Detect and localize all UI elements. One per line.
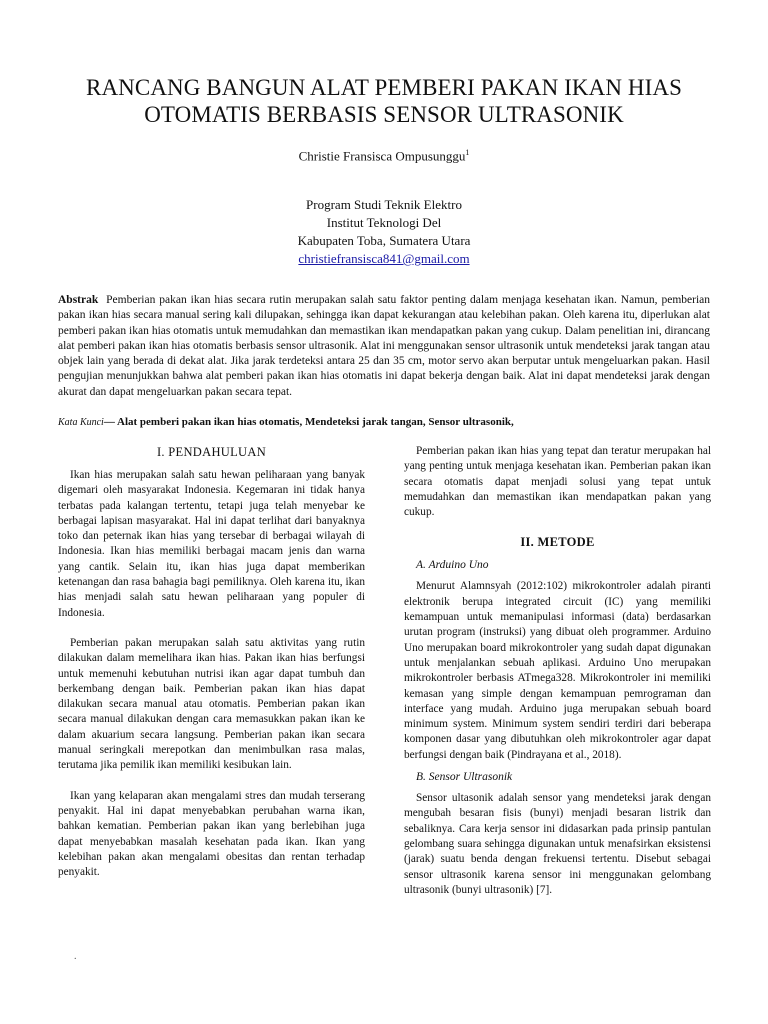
affiliation-program: Program Studi Teknik Elektro (306, 197, 462, 212)
paper-title: RANCANG BANGUN ALAT PEMBERI PAKAN IKAN HIAS OTOMATIS BERBASIS SENSOR ULTRASONIK (86, 75, 682, 127)
keywords (58, 415, 710, 430)
author-line (0, 145, 768, 164)
author-name: Christie Fransisca Ompusunggu (298, 148, 466, 164)
affiliation-institute: Institut Teknologi Del (326, 215, 442, 230)
keywords-separator: — (103, 416, 117, 428)
paragraph: Ikan yang kelaparan akan mengalami stres dan mudah terserang penyakit. Hal ini dapat menyebabkan perubahan warna ikan, bahkan kematian. Pemberian pakan ikan yang berlebihan juga dapat menyebabkan masalah kesehatan pada ikan. Ikan yang kelebihan pakan akan mengalami obesitas dan rentan terhadap penyakit. (58, 789, 365, 879)
abstract-text: Pemberian pakan ikan hias secara rutin merupakan salah satu faktor penting dalam menjaga kesehatan ikan. Namun, pemberian pakan ikan hias secara manual sering kali dilupakan, sehingga ikan dapat kekurangan atau kelebihan pakan. Oleh karena itu, diperlukan alat pemberi pakan ikan hias otomatis untuk memudahkan dan memastikan ikan mendapatkan pakan yang cukup. Dalam penelitian ini, dirancang alat pemberi pakan ikan hias otomatis berbasis sensor ultrasonik. Alat ini menggunakan sensor ultrasonik untuk mendeteksi jarak tangan atau objek lain yang berada di dekat alat. Jika jarak terdeteksi antara 25 dan 35 cm, motor servo akan berputar untuk mengeluarkan pakan. Hasil pengujian menunjukkan bahwa alat pemberi pakan ikan hias otomatis ini dapat bekerja dengan baik. Alat ini dapat mendeteksi jarak dengan akurat dan dapat mengeluarkan pakan secara tepat. (58, 294, 711, 398)
keywords-text: Alat pemberi pakan ikan hias otomatis, Mendeteksi jarak tangan, Sensor ultrasonik, (117, 416, 514, 428)
paragraph: Pemberian pakan ikan hias yang tepat dan teratur merupakan hal yang penting untuk menjaga kesehatan ikan. Pemberian pakan ikan secara otomatis dapat menjadi solusi yang tepat untuk memudahkan dan memastikan ikan mendapatkan pakan yang cukup. (404, 445, 711, 519)
left-column (58, 444, 365, 880)
paragraph: Pemberian pakan merupakan salah satu aktivitas yang rutin dilakukan dalam memelihara ikan hias. Pakan ikan hias berfungsi untuk memenuhi kebutuhan nutrisi ikan agar dapat tumbuh dan berkembang dengan baik. Pemberian pakan ikan hias dapat dilakukan secara manual atau otomatis. Pemberian pakan ikan secara manual dilakukan dengan cara memasukkan pakan ikan ke dalam akuarium secara langsung. Pemberian pakan ikan secara manual seringkali merepotkan dan menimbulkan rasa malas, terutama jika pemilik ikan memiliki kesibukan lain. (58, 636, 365, 772)
abstract (58, 293, 710, 400)
author-email-link[interactable]: christiefransisca841@gmail.com (298, 251, 470, 266)
paragraph: Menurut Alamnsyah (2012:102) mikrokontroler adalah piranti elektronik berupa integrated circuit (IC) yang memiliki kemampuan untuk memanipulasi informasi (data) berdasarkan urutan program (instruksi) yang dibuat oleh programmer. Arduino Uno merupakan board mikrokontroler yang sudah dapat digunakan untuk menjalankan sebuah aplikasi. Arduino Uno merupakan mikrokontroler berbasis ATmega328. Mikrokontroler ini memiliki kemasan yang simple dengan kemampuan pemrograman dan interface yang mudah. Arduino juga merupakan sebuah board minimum system. Minimum system sendiri terdiri dari beberapa komponen dasar yang dibutuhkan oleh mikrokontroler agar dapat berfungsi dengan baik (Pindrayana et al., 2018). (404, 580, 711, 761)
subsection-heading-arduino: A. Arduino Uno (416, 559, 489, 572)
keywords-label: Kata Kunci (58, 417, 104, 428)
paragraph: Ikan hias merupakan salah satu hewan peliharaan yang banyak digemari oleh masyarakat Indonesia. Kegemaran ini tidak hanya terbatas pada kalangan tertentu, tetapi juga telah menyebar ke berbagai lapisan masyarakat. Hal ini dapat terlihat dari banyaknya toko dan peternak ikan hias yang tersebar di berbagai wilayah di Indonesia. Ikan hias memiliki berbagai macam jenis dan warna yang cantik. Selain itu, ikan hias juga dapat memberikan ketenangan dan rasa bahagia bagi pemiliknya. Oleh karena itu, ikan hias menjadi salah satu hewan peliharaan yang populer di Indonesia. (58, 469, 365, 619)
section-heading-metode: II. METODE (520, 535, 595, 550)
right-column (404, 444, 711, 898)
footer-mark: . (74, 951, 77, 962)
section-heading-pendahuluan: I. PENDAHULUAN (156, 445, 267, 459)
affiliation-location: Kabupaten Toba, Sumatera Utara (297, 233, 471, 248)
abstract-label: Abstrak (58, 294, 99, 306)
paragraph: Sensor ultasonik adalah sensor yang mendeteksi jarak dengan mengubah besaran fisis (bunyi) menjadi besaran listrik dan sebaliknya. Cara kerja sensor ini didasarkan pada prinsip pantulan gelombang suara sehingga digunakan untuk menafsirkan eksistensi (jarak) suatu benda dengan frekuensi tertentu. Disebut sebagai sensor ultrasonik karena sensor ini menggunakan gelombang ultrasonik (bunyi ultrasonik) [7]. (404, 792, 711, 896)
subsection-heading-sensor: B. Sensor Ultrasonik (416, 771, 513, 784)
author-superscript: 1 (465, 148, 470, 157)
affiliation-block (0, 196, 768, 268)
